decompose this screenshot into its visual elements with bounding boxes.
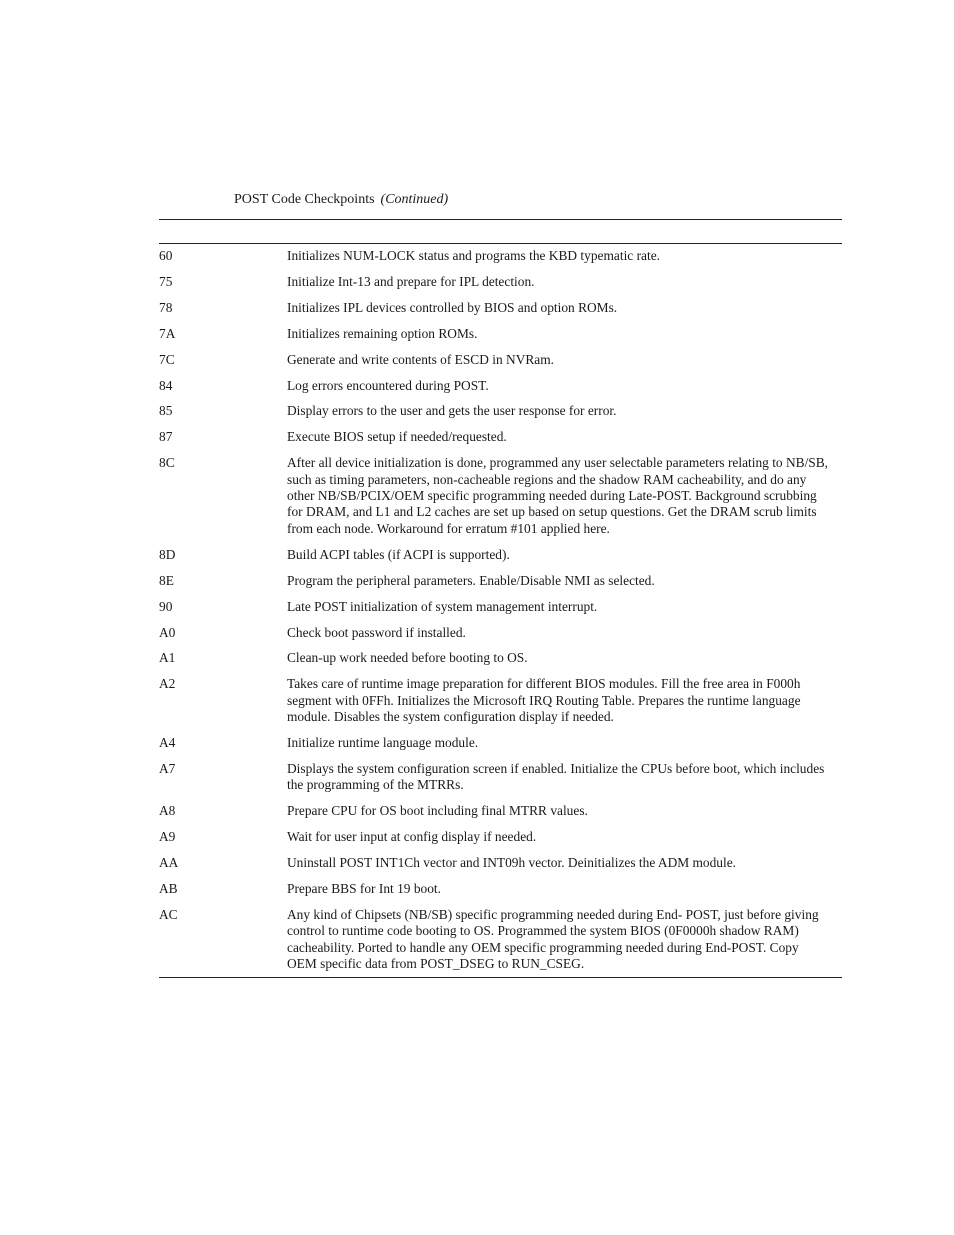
- post-code-cell: AB: [159, 880, 178, 896]
- description-cell: Generate and write contents of ESCD in NVRam.: [287, 351, 555, 367]
- table-row: [159, 735, 842, 761]
- post-code-cell: AA: [159, 855, 179, 871]
- description-cell: Wait for user input at config display if needed.: [287, 829, 537, 845]
- table-row: [159, 855, 842, 881]
- post-code-cell: A1: [159, 650, 176, 666]
- table-row: [159, 455, 842, 547]
- description-cell: Displays the system configuration screen if enabled. Initialize the CPUs before boot, which includes the programming of the MTRRs.: [287, 760, 825, 793]
- table-row: [159, 573, 842, 599]
- post-code-cell: A2: [159, 676, 176, 692]
- post-code-cell: 78: [159, 299, 173, 315]
- post-code-cell: 7C: [159, 351, 175, 367]
- description-cell: Late POST initialization of system management interrupt.: [287, 598, 598, 614]
- table-row: [159, 829, 842, 855]
- table-row: [159, 326, 842, 352]
- post-code-cell: A9: [159, 829, 176, 845]
- post-code-cell: 84: [159, 377, 173, 393]
- post-code-cell: 8D: [159, 546, 176, 562]
- table-row: [159, 352, 842, 378]
- description-cell: Any kind of Chipsets (NB/SB) specific programming needed during End- POST, just before giving control to runtime code booting to OS. Programmed the system BIOS (0F0000h shadow RAM) cacheability. Ported to handle any OEM specific programming needed during End-POST. Copy OEM specific data from POST_DSEG to RUN_CSEG.: [287, 906, 819, 972]
- description-cell: Initializes NUM-LOCK status and programs the KBD typematic rate.: [287, 248, 660, 263]
- table-row: [159, 378, 842, 404]
- table-row: [159, 650, 842, 676]
- description-cell: Takes care of runtime image preparation for different BIOS modules. Fill the free area in F000h segment with 0FFh. Initializes the Microsoft IRQ Routing Table. Prepares the runtime language module. Disables the system configuration display if needed.: [287, 676, 801, 725]
- description-cell: Prepare BBS for Int 19 boot.: [287, 880, 441, 896]
- post-code-cell: AC: [159, 906, 178, 922]
- table-row: [159, 300, 842, 326]
- description-cell: Initializes IPL devices controlled by BIOS and option ROMs.: [287, 299, 618, 315]
- table-row: [159, 803, 842, 829]
- description-cell: Prepare CPU for OS boot including final MTRR values.: [287, 803, 588, 819]
- description-cell: Initialize runtime language module.: [287, 735, 479, 751]
- description-cell: Uninstall POST INT1Ch vector and INT09h vector. Deinitializes the ADM module.: [287, 855, 737, 871]
- post-code-cell: 87: [159, 429, 173, 445]
- description-cell: After all device initialization is done, programmed any user selectable parameters relating to NB/SB, such as timing parameters, non-cacheable regions and the shadow RAM cacheability, and do any other NB/SB/PCIX/OEM specific programming needed during Late-POST. Background scrubbing for DRAM, and L1 and L2 caches are set up based on setup questions. Get the DRAM scrub limits from each node. Workaround for erratum #101 applied here.: [287, 455, 829, 536]
- table-row: [159, 274, 842, 300]
- table-row: [159, 907, 842, 977]
- post-code-cell: A7: [159, 760, 176, 776]
- table-top-rule: [159, 219, 842, 220]
- description-cell: Initialize Int-13 and prepare for IPL detection.: [287, 273, 535, 289]
- post-code-cell: 90: [159, 598, 173, 614]
- table-row: [159, 881, 842, 907]
- description-cell: Initializes remaining option ROMs.: [287, 325, 478, 341]
- description-cell: Display errors to the user and gets the user response for error.: [287, 403, 617, 419]
- post-code-cell: 85: [159, 403, 173, 419]
- post-code-cell: 75: [159, 273, 173, 289]
- caption-continued: (Continued): [380, 192, 449, 207]
- post-code-cell: 8C: [159, 455, 175, 471]
- table-row: [159, 429, 842, 455]
- table-row: [159, 761, 842, 803]
- description-cell: Check boot password if installed.: [287, 624, 466, 640]
- caption-title: POST Code Checkpoints: [234, 192, 375, 207]
- table-row: [159, 599, 842, 625]
- post-code-cell: A0: [159, 624, 176, 640]
- description-cell: Execute BIOS setup if needed/requested.: [287, 429, 507, 445]
- post-code-cell: A4: [159, 735, 176, 751]
- table-row: [159, 248, 842, 274]
- table-row: [159, 547, 842, 573]
- post-code-cell: 8E: [159, 572, 174, 588]
- post-code-cell: A8: [159, 803, 176, 819]
- description-cell: Log errors encountered during POST.: [287, 377, 489, 393]
- table-caption: [234, 191, 448, 209]
- table-header-rule: [159, 243, 842, 244]
- post-code-cell: 7A: [159, 325, 176, 341]
- table-row: [159, 676, 842, 735]
- description-cell: Build ACPI tables (if ACPI is supported).: [287, 546, 510, 562]
- table-row: [159, 625, 842, 651]
- table-row: [159, 403, 842, 429]
- post-code-table: [159, 248, 842, 978]
- description-cell: Program the peripheral parameters. Enable/Disable NMI as selected.: [287, 572, 655, 588]
- post-code-cell: 60: [159, 248, 173, 263]
- description-cell: Clean-up work needed before booting to OS.: [287, 650, 528, 666]
